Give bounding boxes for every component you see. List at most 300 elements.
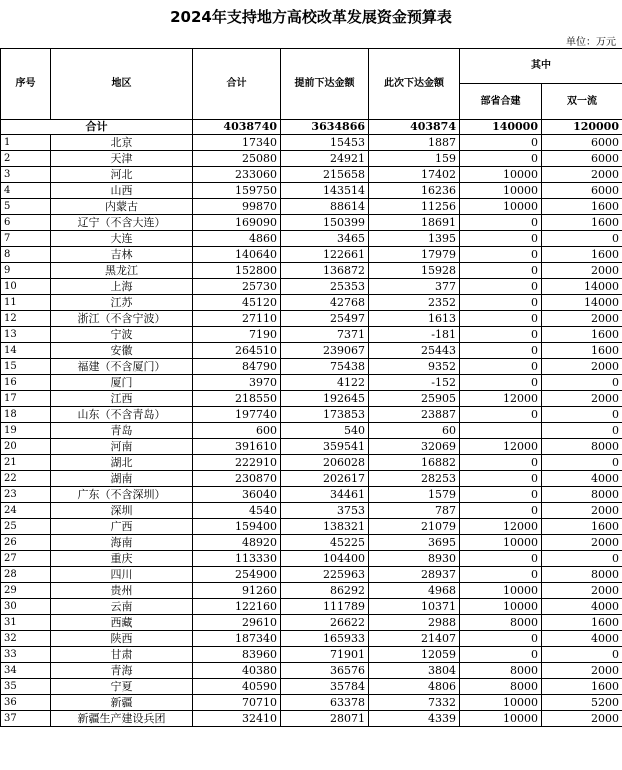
row-total: 159750 xyxy=(193,183,281,199)
row-advance: 173853 xyxy=(281,407,369,423)
row-total: 48920 xyxy=(193,535,281,551)
row-advance: 136872 xyxy=(281,263,369,279)
row-current: 25443 xyxy=(369,343,460,359)
row-region: 四川 xyxy=(51,567,193,583)
row-region: 重庆 xyxy=(51,551,193,567)
row-region: 浙江（不含宁波） xyxy=(51,311,193,327)
row-no: 17 xyxy=(1,391,51,407)
table-row xyxy=(1,199,622,215)
row-region: 西藏 xyxy=(51,615,193,631)
table-row xyxy=(1,711,622,727)
row-ministry: 10000 xyxy=(460,711,542,727)
row-total: 7190 xyxy=(193,327,281,343)
row-current: 10371 xyxy=(369,599,460,615)
table-row xyxy=(1,663,622,679)
row-region: 河南 xyxy=(51,439,193,455)
row-current: 18691 xyxy=(369,215,460,231)
page-title: 2024年支持地方高校改革发展资金预算表 xyxy=(170,8,452,26)
row-double: 2000 xyxy=(542,359,622,375)
row-advance: 202617 xyxy=(281,471,369,487)
row-total: 159400 xyxy=(193,519,281,535)
row-double: 0 xyxy=(542,423,622,439)
row-no: 27 xyxy=(1,551,51,567)
row-current: 1395 xyxy=(369,231,460,247)
row-region: 山西 xyxy=(51,183,193,199)
row-total: 27110 xyxy=(193,311,281,327)
header-of-which: 其中 xyxy=(460,49,622,84)
row-total: 45120 xyxy=(193,295,281,311)
row-total: 169090 xyxy=(193,215,281,231)
row-ministry: 12000 xyxy=(460,391,542,407)
table-row xyxy=(1,647,622,663)
row-current: 4968 xyxy=(369,583,460,599)
row-double: 2000 xyxy=(542,311,622,327)
row-ministry: 0 xyxy=(460,407,542,423)
row-advance: 138321 xyxy=(281,519,369,535)
row-total: 233060 xyxy=(193,167,281,183)
row-total: 152800 xyxy=(193,263,281,279)
row-ministry: 0 xyxy=(460,343,542,359)
row-current: 2352 xyxy=(369,295,460,311)
row-no: 36 xyxy=(1,695,51,711)
table-row xyxy=(1,231,622,247)
row-no: 18 xyxy=(1,407,51,423)
row-advance: 359541 xyxy=(281,439,369,455)
row-current: 32069 xyxy=(369,439,460,455)
row-total: 99870 xyxy=(193,199,281,215)
total-current: 403874 xyxy=(369,120,460,135)
row-no: 15 xyxy=(1,359,51,375)
total-advance: 3634866 xyxy=(281,120,369,135)
row-current: 377 xyxy=(369,279,460,295)
row-advance: 111789 xyxy=(281,599,369,615)
row-ministry: 10000 xyxy=(460,199,542,215)
row-region: 湖北 xyxy=(51,455,193,471)
row-no: 23 xyxy=(1,487,51,503)
table-row xyxy=(1,535,622,551)
row-total: 122160 xyxy=(193,599,281,615)
row-double: 0 xyxy=(542,231,622,247)
row-double: 1600 xyxy=(542,679,622,695)
row-current: 17402 xyxy=(369,167,460,183)
row-region: 湖南 xyxy=(51,471,193,487)
row-no: 37 xyxy=(1,711,51,727)
table-row xyxy=(1,503,622,519)
row-no: 33 xyxy=(1,647,51,663)
table-row xyxy=(1,295,622,311)
table-row xyxy=(1,279,622,295)
row-ministry: 0 xyxy=(460,487,542,503)
table-row xyxy=(1,695,622,711)
row-current: 4339 xyxy=(369,711,460,727)
row-current: 1579 xyxy=(369,487,460,503)
row-advance: 63378 xyxy=(281,695,369,711)
row-no: 19 xyxy=(1,423,51,439)
table-row xyxy=(1,567,622,583)
table-row xyxy=(1,247,622,263)
row-no: 21 xyxy=(1,455,51,471)
unit-label: 单位：万元 xyxy=(566,37,616,48)
row-total: 218550 xyxy=(193,391,281,407)
row-current: 9352 xyxy=(369,359,460,375)
row-advance: 25353 xyxy=(281,279,369,295)
row-total: 4860 xyxy=(193,231,281,247)
row-ministry: 0 xyxy=(460,215,542,231)
row-region: 广东（不含深圳） xyxy=(51,487,193,503)
row-total: 40590 xyxy=(193,679,281,695)
row-region: 新疆生产建设兵团 xyxy=(51,711,193,727)
row-double: 2000 xyxy=(542,535,622,551)
row-ministry: 0 xyxy=(460,631,542,647)
row-ministry: 0 xyxy=(460,375,542,391)
row-double: 6000 xyxy=(542,183,622,199)
row-ministry: 0 xyxy=(460,471,542,487)
row-region: 陕西 xyxy=(51,631,193,647)
row-no: 12 xyxy=(1,311,51,327)
table-row xyxy=(1,375,622,391)
row-region: 北京 xyxy=(51,135,193,151)
row-total: 187340 xyxy=(193,631,281,647)
row-double: 1600 xyxy=(542,215,622,231)
row-current: 21407 xyxy=(369,631,460,647)
row-total: 391610 xyxy=(193,439,281,455)
row-region: 内蒙古 xyxy=(51,199,193,215)
row-double: 0 xyxy=(542,455,622,471)
row-advance: 4122 xyxy=(281,375,369,391)
row-advance: 239067 xyxy=(281,343,369,359)
row-no: 30 xyxy=(1,599,51,615)
row-region: 广西 xyxy=(51,519,193,535)
row-total: 230870 xyxy=(193,471,281,487)
total-double: 120000 xyxy=(542,120,622,135)
row-advance: 42768 xyxy=(281,295,369,311)
row-region: 青海 xyxy=(51,663,193,679)
row-region: 海南 xyxy=(51,535,193,551)
row-current: 12059 xyxy=(369,647,460,663)
row-region: 大连 xyxy=(51,231,193,247)
row-double: 1600 xyxy=(542,615,622,631)
row-double: 1600 xyxy=(542,519,622,535)
row-ministry: 0 xyxy=(460,455,542,471)
table-row xyxy=(1,519,622,535)
header-ministry: 部省合建 xyxy=(460,84,542,120)
total-label: 合计 xyxy=(1,120,193,135)
row-no: 24 xyxy=(1,503,51,519)
row-no: 16 xyxy=(1,375,51,391)
table-row xyxy=(1,599,622,615)
row-current: 3695 xyxy=(369,535,460,551)
row-no: 10 xyxy=(1,279,51,295)
table-row xyxy=(1,311,622,327)
row-total: 70710 xyxy=(193,695,281,711)
header-advance: 提前下达金额 xyxy=(281,49,369,120)
row-ministry: 0 xyxy=(460,327,542,343)
row-total: 113330 xyxy=(193,551,281,567)
row-advance: 122661 xyxy=(281,247,369,263)
table-row xyxy=(1,167,622,183)
row-ministry: 0 xyxy=(460,247,542,263)
header-current: 此次下达金额 xyxy=(369,49,460,120)
row-current: 28253 xyxy=(369,471,460,487)
row-current: 1613 xyxy=(369,311,460,327)
row-ministry: 8000 xyxy=(460,679,542,695)
header-double: 双一流 xyxy=(542,84,622,120)
row-total: 254900 xyxy=(193,567,281,583)
table-row xyxy=(1,151,622,167)
row-total: 40380 xyxy=(193,663,281,679)
row-advance: 88614 xyxy=(281,199,369,215)
row-current: 8930 xyxy=(369,551,460,567)
row-no: 26 xyxy=(1,535,51,551)
row-ministry: 0 xyxy=(460,135,542,151)
row-no: 6 xyxy=(1,215,51,231)
row-total: 264510 xyxy=(193,343,281,359)
row-current: 159 xyxy=(369,151,460,167)
table-row xyxy=(1,343,622,359)
row-ministry: 10000 xyxy=(460,583,542,599)
row-advance: 35784 xyxy=(281,679,369,695)
row-double: 0 xyxy=(542,375,622,391)
row-no: 31 xyxy=(1,615,51,631)
row-current: 23887 xyxy=(369,407,460,423)
row-double: 4000 xyxy=(542,471,622,487)
header-no: 序号 xyxy=(1,49,51,120)
row-current: 28937 xyxy=(369,567,460,583)
row-ministry: 8000 xyxy=(460,663,542,679)
table-row xyxy=(1,263,622,279)
row-ministry: 10000 xyxy=(460,599,542,615)
row-current: 3804 xyxy=(369,663,460,679)
row-region: 辽宁（不含大连） xyxy=(51,215,193,231)
row-region: 山东（不含青岛） xyxy=(51,407,193,423)
row-double: 0 xyxy=(542,647,622,663)
row-advance: 28071 xyxy=(281,711,369,727)
row-double: 2000 xyxy=(542,503,622,519)
row-current: 17979 xyxy=(369,247,460,263)
row-ministry: 8000 xyxy=(460,615,542,631)
row-no: 4 xyxy=(1,183,51,199)
row-total: 222910 xyxy=(193,455,281,471)
row-region: 宁波 xyxy=(51,327,193,343)
table-row xyxy=(1,391,622,407)
row-advance: 36576 xyxy=(281,663,369,679)
row-double: 1600 xyxy=(542,327,622,343)
row-no: 5 xyxy=(1,199,51,215)
row-ministry: 0 xyxy=(460,551,542,567)
row-ministry: 0 xyxy=(460,503,542,519)
row-advance: 150399 xyxy=(281,215,369,231)
row-region: 江西 xyxy=(51,391,193,407)
row-region: 河北 xyxy=(51,167,193,183)
row-no: 14 xyxy=(1,343,51,359)
row-double: 14000 xyxy=(542,279,622,295)
row-ministry: 0 xyxy=(460,311,542,327)
row-double: 6000 xyxy=(542,151,622,167)
table-row xyxy=(1,583,622,599)
row-ministry: 0 xyxy=(460,359,542,375)
row-double: 4000 xyxy=(542,631,622,647)
table-row xyxy=(1,551,622,567)
row-advance: 206028 xyxy=(281,455,369,471)
row-double: 8000 xyxy=(542,567,622,583)
row-current: 2988 xyxy=(369,615,460,631)
row-no: 20 xyxy=(1,439,51,455)
header-total: 合计 xyxy=(193,49,281,120)
row-double: 1600 xyxy=(542,247,622,263)
row-ministry xyxy=(460,423,542,439)
row-current: 60 xyxy=(369,423,460,439)
row-region: 江苏 xyxy=(51,295,193,311)
row-ministry: 10000 xyxy=(460,695,542,711)
row-ministry: 10000 xyxy=(460,167,542,183)
row-advance: 34461 xyxy=(281,487,369,503)
row-no: 1 xyxy=(1,135,51,151)
row-double: 0 xyxy=(542,407,622,423)
row-total: 25730 xyxy=(193,279,281,295)
row-ministry: 0 xyxy=(460,295,542,311)
table-row xyxy=(1,423,622,439)
row-double: 2000 xyxy=(542,167,622,183)
row-advance: 26622 xyxy=(281,615,369,631)
row-double: 5200 xyxy=(542,695,622,711)
row-no: 7 xyxy=(1,231,51,247)
row-region: 宁夏 xyxy=(51,679,193,695)
row-region: 新疆 xyxy=(51,695,193,711)
row-advance: 192645 xyxy=(281,391,369,407)
row-advance: 215658 xyxy=(281,167,369,183)
row-double: 0 xyxy=(542,551,622,567)
row-current: 21079 xyxy=(369,519,460,535)
table-row xyxy=(1,183,622,199)
row-double: 4000 xyxy=(542,599,622,615)
row-ministry: 0 xyxy=(460,567,542,583)
row-total: 17340 xyxy=(193,135,281,151)
table-row xyxy=(1,327,622,343)
row-region: 上海 xyxy=(51,279,193,295)
row-double: 2000 xyxy=(542,663,622,679)
row-region: 云南 xyxy=(51,599,193,615)
row-total: 83960 xyxy=(193,647,281,663)
table-row xyxy=(1,487,622,503)
total-total: 4038740 xyxy=(193,120,281,135)
row-no: 3 xyxy=(1,167,51,183)
row-current: 16236 xyxy=(369,183,460,199)
row-region: 贵州 xyxy=(51,583,193,599)
row-no: 9 xyxy=(1,263,51,279)
row-advance: 143514 xyxy=(281,183,369,199)
row-double: 2000 xyxy=(542,711,622,727)
row-no: 25 xyxy=(1,519,51,535)
row-advance: 540 xyxy=(281,423,369,439)
row-current: 16882 xyxy=(369,455,460,471)
row-current: -181 xyxy=(369,327,460,343)
row-advance: 15453 xyxy=(281,135,369,151)
row-no: 22 xyxy=(1,471,51,487)
row-no: 13 xyxy=(1,327,51,343)
row-total: 25080 xyxy=(193,151,281,167)
row-advance: 7371 xyxy=(281,327,369,343)
row-current: 7332 xyxy=(369,695,460,711)
row-total: 3970 xyxy=(193,375,281,391)
row-double: 6000 xyxy=(542,135,622,151)
table-row xyxy=(1,679,622,695)
row-advance: 3465 xyxy=(281,231,369,247)
row-advance: 86292 xyxy=(281,583,369,599)
row-current: 15928 xyxy=(369,263,460,279)
table-row xyxy=(1,215,622,231)
row-region: 黑龙江 xyxy=(51,263,193,279)
row-region: 青岛 xyxy=(51,423,193,439)
row-no: 34 xyxy=(1,663,51,679)
row-total: 32410 xyxy=(193,711,281,727)
row-double: 2000 xyxy=(542,263,622,279)
row-total: 29610 xyxy=(193,615,281,631)
row-double: 1600 xyxy=(542,199,622,215)
row-current: 4806 xyxy=(369,679,460,695)
row-total: 91260 xyxy=(193,583,281,599)
row-region: 天津 xyxy=(51,151,193,167)
row-double: 8000 xyxy=(542,487,622,503)
row-region: 吉林 xyxy=(51,247,193,263)
row-current: 25905 xyxy=(369,391,460,407)
header-region: 地区 xyxy=(51,49,193,120)
row-no: 32 xyxy=(1,631,51,647)
row-no: 2 xyxy=(1,151,51,167)
row-ministry: 10000 xyxy=(460,183,542,199)
row-ministry: 0 xyxy=(460,647,542,663)
row-region: 福建（不含厦门） xyxy=(51,359,193,375)
row-ministry: 0 xyxy=(460,263,542,279)
table-row xyxy=(1,407,622,423)
budget-table xyxy=(0,48,622,727)
row-advance: 24921 xyxy=(281,151,369,167)
row-region: 安徽 xyxy=(51,343,193,359)
row-no: 29 xyxy=(1,583,51,599)
table-row xyxy=(1,135,622,151)
row-advance: 75438 xyxy=(281,359,369,375)
row-double: 2000 xyxy=(542,391,622,407)
row-advance: 45225 xyxy=(281,535,369,551)
table-row xyxy=(1,359,622,375)
row-advance: 104400 xyxy=(281,551,369,567)
row-double: 1600 xyxy=(542,343,622,359)
row-ministry: 0 xyxy=(460,151,542,167)
table-row xyxy=(1,471,622,487)
table-row xyxy=(1,631,622,647)
total-row xyxy=(1,120,622,135)
row-double: 14000 xyxy=(542,295,622,311)
row-ministry: 0 xyxy=(460,231,542,247)
row-total: 36040 xyxy=(193,487,281,503)
row-total: 140640 xyxy=(193,247,281,263)
row-total: 84790 xyxy=(193,359,281,375)
row-no: 35 xyxy=(1,679,51,695)
row-current: 787 xyxy=(369,503,460,519)
row-total: 600 xyxy=(193,423,281,439)
row-region: 厦门 xyxy=(51,375,193,391)
row-advance: 165933 xyxy=(281,631,369,647)
row-ministry: 12000 xyxy=(460,519,542,535)
row-total: 197740 xyxy=(193,407,281,423)
row-double: 8000 xyxy=(542,439,622,455)
row-ministry: 12000 xyxy=(460,439,542,455)
row-advance: 3753 xyxy=(281,503,369,519)
total-ministry: 140000 xyxy=(460,120,542,135)
row-advance: 25497 xyxy=(281,311,369,327)
row-total: 4540 xyxy=(193,503,281,519)
row-no: 11 xyxy=(1,295,51,311)
table-row xyxy=(1,455,622,471)
